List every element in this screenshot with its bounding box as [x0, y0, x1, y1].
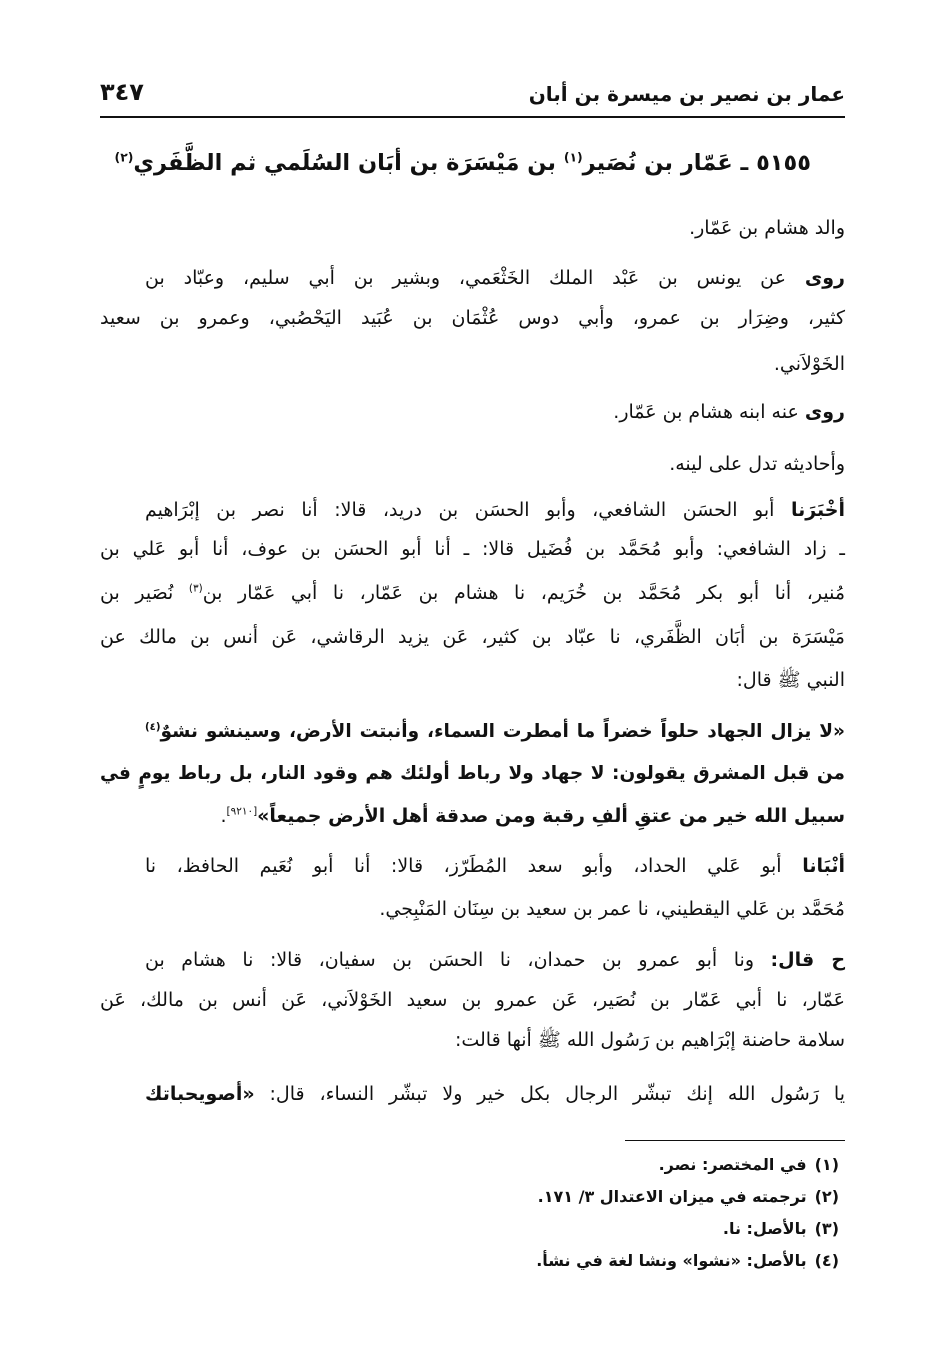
text-line: وأحاديثه تدل على لينه.: [669, 453, 845, 475]
text-line: مَيْسَرَة بن أبَان الظَّفَري، نا عبّاد بن كثير، عَن يزيد الرقاشي، عَن أنس بن مالك عن: [100, 626, 845, 648]
footnote-rule: [625, 1140, 845, 1141]
entry-title: [111, 150, 811, 176]
running-title: عمار بن نصير بن ميسرة بن أبان: [528, 82, 845, 106]
text-line: روى عن يونس بن عَبْد الملك الخَثْعَمي، وبشير بن أبي سليم، وعبّاد بن: [145, 267, 845, 289]
text-line: يا رَسُول الله إنك تبشّر الرجال بكل خير ولا تبشّر النساء، قال: «أصويحباتك: [145, 1083, 845, 1105]
text-line: كثير، وضِرَار بن عمرو، وأبي دوس عُثْمَان بن عُبَيد اليَحْصُبي، وعمرو بن سعيد: [100, 307, 845, 329]
footnote: (١)في المختصر: نصر.: [658, 1155, 839, 1174]
text-line: «لا يزال الجهاد حلواً خضراً ما أمطرت السماء، وأنبتت الأرض، وسينشو نشوٌ$^{(٤)}$: [145, 721, 845, 742]
text-line: الخَوْلاَني.: [773, 353, 845, 375]
text-line: ـ زاد الشافعي: وأبو مُحَمَّد بن فُضَيل قالا: ـ أنا أبو الحسَن بن عوف، أنا أبو عَلي بن: [100, 538, 845, 560]
text-line: سلامة حاضنة إبْرَاهيم بن رَسُول الله ﷺ أنها قالت:: [454, 1029, 845, 1051]
text-line: مُنير، أنا أبو بكر مُحَمَّد بن خُرَيم، نا هشام بن عَمّار، نا أبي عَمّار بن$^{(٣)}$ نُصَير بن: [100, 582, 845, 604]
footnote-ref: (٤): [145, 721, 161, 733]
text-line: والد هشام بن عَمّار.: [689, 217, 845, 239]
footnote: (٤)بالأصل: «نشوا» ونشا لغة في نشأ.: [536, 1251, 839, 1270]
text-line: أنْبَانا أبو عَلي الحداد، وأبو سعد المُطَرّز، قالا: أنا أبو نُعَيم الحافظ، نا: [145, 855, 845, 877]
footnote: (٣)بالأصل: نا.: [722, 1219, 839, 1238]
text-line: روى عنه ابنه هشام بن عَمّار.: [613, 401, 845, 423]
text-line: سبيل الله خير من عتقِ ألفِ رقبة ومن صدقة أهل الأرض جميعاً»[٩٢١٠].: [220, 805, 845, 827]
footnote-ref: (١): [563, 150, 583, 165]
text-line: من قبل المشرق يقولون: لا جهاد ولا رباط أولئك هم وقود النار، بل رباط يومٍ في: [100, 763, 845, 784]
entry-name-a: ـ عَمّار بن نُصَير: [582, 150, 749, 176]
text-line: النبي ﷺ قال:: [736, 669, 845, 691]
text-line: مُحَمَّد بن عَلي اليقطيني، نا عمر بن سعيد بن سِنَان المَنْبِجي.: [379, 898, 845, 920]
running-head: [100, 74, 845, 114]
footnote: (٢)ترجمته في ميزان الاعتدال ٣/ ١٧١.: [537, 1187, 839, 1206]
text-line: عَمّار، نا أبي عَمّار بن نُصَير، عَن عمرو بن سعيد الخَوْلاَني، عَن أنس بن مالك، عَن: [100, 989, 845, 1011]
footnote-ref: (٣): [188, 582, 203, 595]
entry-name-b: بن مَيْسَرَة بن أبَان السُلَمي ثم الظَّفَري: [133, 150, 564, 176]
entry-number: ٥١٥٥: [756, 150, 811, 176]
text-line: ح قال: ونا أبو عمرو بن حمدان، نا الحسَن بن سفيان، قالا: نا هشام بن: [145, 949, 846, 971]
hadith-ref: [٩٢١٠]: [226, 805, 258, 818]
text-line: أخْبَرَنا أبو الحسَن الشافعي، وأبو الحسَن بن دريد، قالا: أنا نصر بن إبْرَاهيم: [145, 499, 845, 521]
header-rule: [100, 116, 845, 118]
page-number: ٣٤٧: [100, 78, 144, 106]
footnote-ref: (٢): [114, 150, 134, 165]
